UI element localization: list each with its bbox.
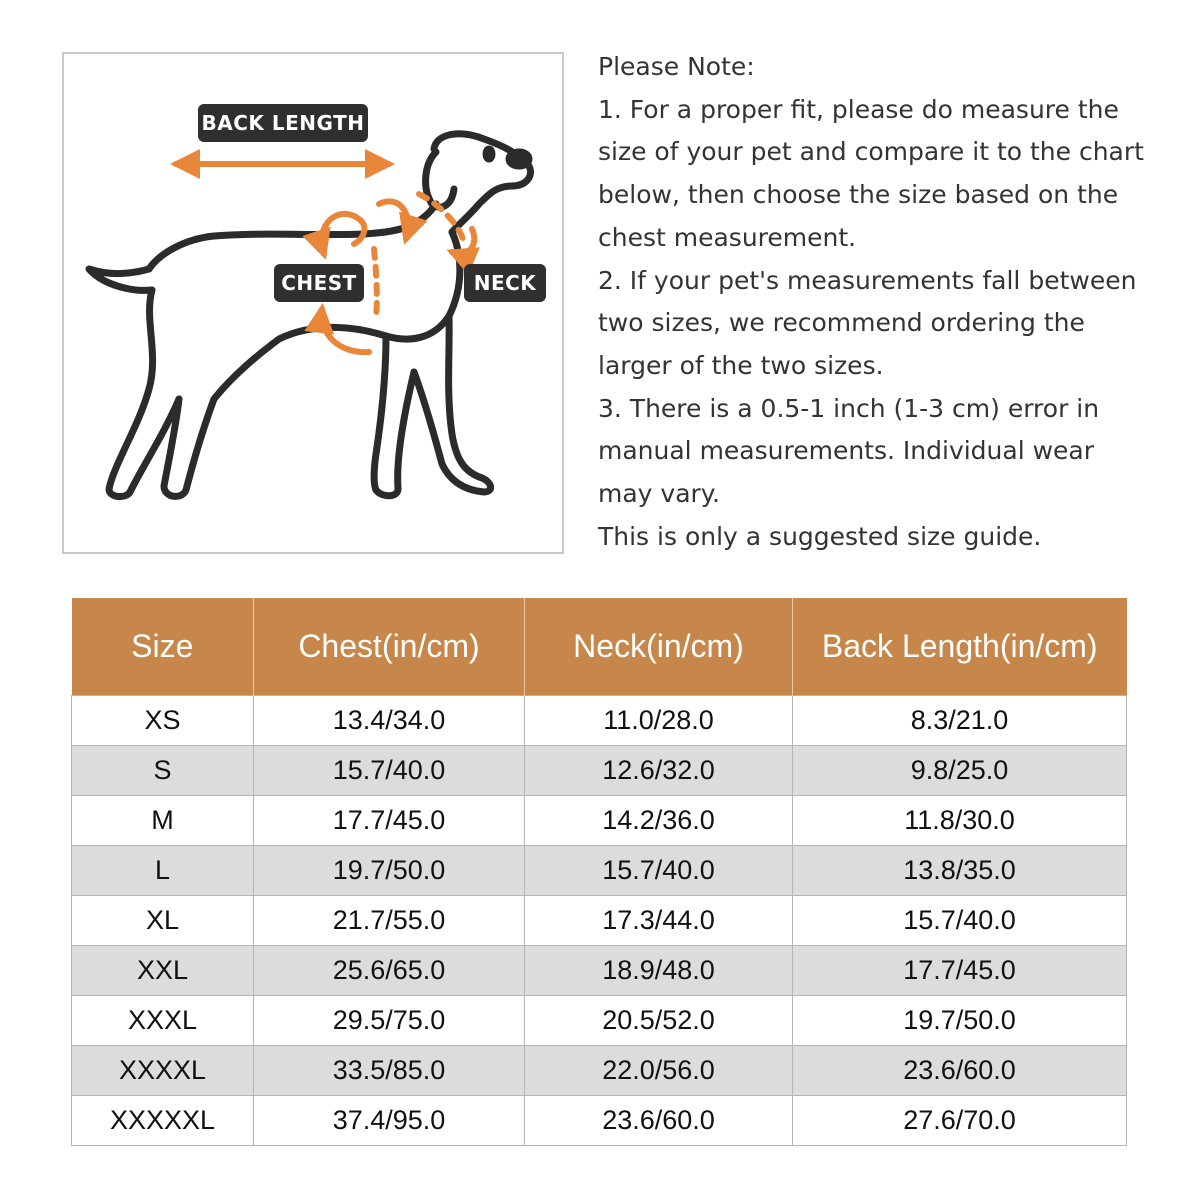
- cell-chest: 37.4/95.0: [254, 1096, 525, 1146]
- cell-chest: 29.5/75.0: [254, 996, 525, 1046]
- cell-chest: 17.7/45.0: [254, 796, 525, 846]
- measurement-diagram: [62, 52, 564, 554]
- cell-back-length: 11.8/30.0: [793, 796, 1127, 846]
- header-neck: Neck(in/cm): [525, 598, 793, 696]
- cell-chest: 33.5/85.0: [254, 1046, 525, 1096]
- cell-size: XXL: [72, 946, 254, 996]
- chest-label: CHEST: [274, 264, 364, 302]
- header-chest: Chest(in/cm): [254, 598, 525, 696]
- cell-size: XXXXL: [72, 1046, 254, 1096]
- notes-line: 1. For a proper fit, please do measure the: [598, 94, 1119, 124]
- cell-neck: 14.2/36.0: [525, 796, 793, 846]
- cell-size: M: [72, 796, 254, 846]
- cell-neck: 23.6/60.0: [525, 1096, 793, 1146]
- size-chart-table: [71, 598, 1127, 1146]
- notes-line: This is only a suggested size guide.: [598, 521, 1042, 551]
- cell-size: S: [72, 746, 254, 796]
- cell-back-length: 23.6/60.0: [793, 1046, 1127, 1096]
- table-row: [72, 696, 1127, 746]
- table-row: [72, 946, 1127, 996]
- cell-neck: 15.7/40.0: [525, 846, 793, 896]
- table-header-row: [72, 598, 1127, 696]
- table-row: [72, 1096, 1127, 1146]
- notes-line: size of your pet and compare it to the chart: [598, 137, 1144, 167]
- cell-back-length: 19.7/50.0: [793, 996, 1127, 1046]
- cell-size: XXXXXL: [72, 1096, 254, 1146]
- cell-neck: 20.5/52.0: [525, 996, 793, 1046]
- cell-chest: 19.7/50.0: [254, 846, 525, 896]
- table-row: [72, 996, 1127, 1046]
- table-row: [72, 746, 1127, 796]
- notes-line: two sizes, we recommend ordering the: [598, 308, 1085, 338]
- table-row: [72, 796, 1127, 846]
- table-row: [72, 1046, 1127, 1096]
- notes-line: may vary.: [598, 479, 720, 509]
- cell-size: L: [72, 846, 254, 896]
- cell-back-length: 17.7/45.0: [793, 946, 1127, 996]
- notes-line: below, then choose the size based on the: [598, 180, 1119, 210]
- cell-back-length: 15.7/40.0: [793, 896, 1127, 946]
- cell-size: XL: [72, 896, 254, 946]
- table-row: [72, 896, 1127, 946]
- cell-size: XS: [72, 696, 254, 746]
- cell-neck: 17.3/44.0: [525, 896, 793, 946]
- back-length-label: BACK LENGTH: [198, 104, 368, 142]
- notes-line: 3. There is a 0.5-1 inch (1-3 cm) error in: [598, 393, 1100, 423]
- cell-back-length: 8.3/21.0: [793, 696, 1127, 746]
- header-size: Size: [72, 598, 254, 696]
- cell-back-length: 9.8/25.0: [793, 746, 1127, 796]
- notes-line: chest measurement.: [598, 222, 857, 252]
- neck-label: NECK: [464, 264, 546, 302]
- cell-back-length: 27.6/70.0: [793, 1096, 1127, 1146]
- cell-chest: 13.4/34.0: [254, 696, 525, 746]
- notes-heading: Please Note:: [598, 52, 755, 81]
- cell-neck: 18.9/48.0: [525, 946, 793, 996]
- cell-size: XXXL: [72, 996, 254, 1046]
- table-row: [72, 846, 1127, 896]
- notes-line: manual measurements. Individual wear: [598, 436, 1095, 466]
- cell-neck: 11.0/28.0: [525, 696, 793, 746]
- cell-chest: 21.7/55.0: [254, 896, 525, 946]
- header-back-length: Back Length(in/cm): [793, 598, 1127, 696]
- cell-chest: 25.6/65.0: [254, 946, 525, 996]
- cell-neck: 22.0/56.0: [525, 1046, 793, 1096]
- cell-chest: 15.7/40.0: [254, 746, 525, 796]
- dog-outline: [89, 134, 530, 497]
- cell-neck: 12.6/32.0: [525, 746, 793, 796]
- fitting-notes: [598, 46, 1188, 558]
- notes-line: larger of the two sizes.: [598, 350, 884, 380]
- notes-line: 2. If your pet's measurements fall between: [598, 265, 1137, 295]
- cell-back-length: 13.8/35.0: [793, 846, 1127, 896]
